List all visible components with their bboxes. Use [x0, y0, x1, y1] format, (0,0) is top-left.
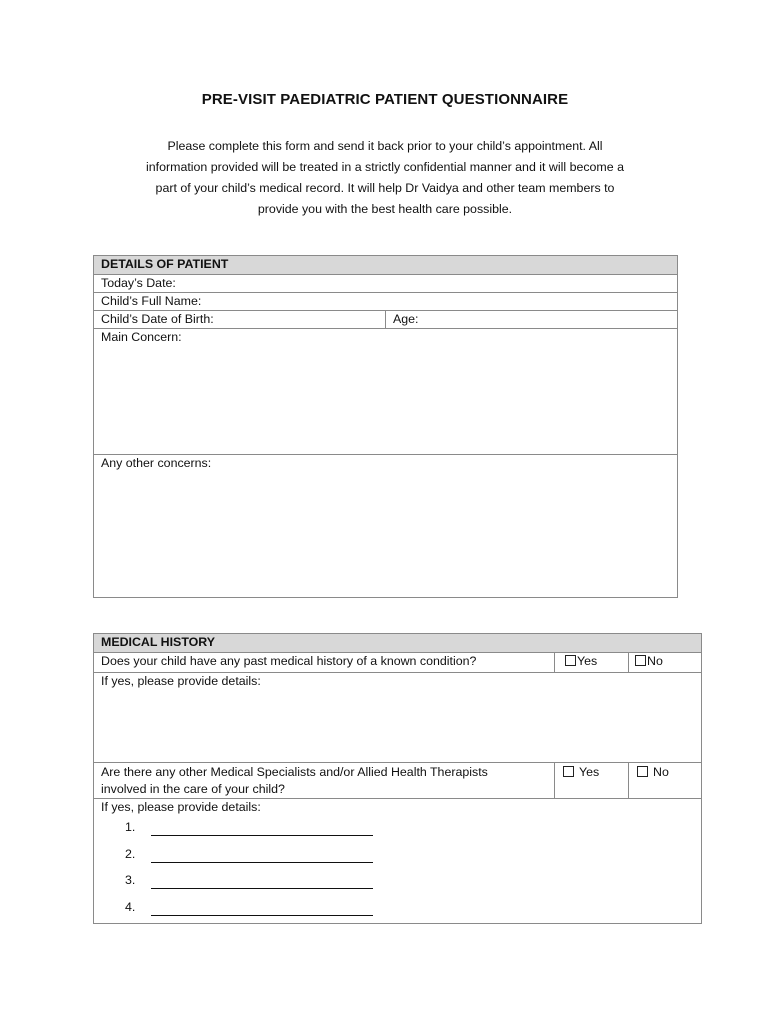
no-label: No	[653, 765, 669, 779]
age-label: Age:	[393, 312, 419, 326]
checkbox-icon[interactable]	[635, 655, 646, 666]
specialists-details-field	[94, 799, 702, 924]
past-history-no-option[interactable]	[629, 653, 702, 673]
no-label: No	[647, 654, 663, 668]
past-history-question: Does your child have any past medical history of a known condition?	[94, 653, 555, 673]
specialists-yes-option[interactable]	[555, 763, 629, 799]
past-history-details-field[interactable]	[94, 673, 702, 763]
specialists-no-option[interactable]	[629, 763, 702, 799]
date-of-birth-field[interactable]	[94, 311, 386, 329]
child-full-name-label: Child’s Full Name:	[101, 294, 202, 308]
intro-line: information provided will be treated in a strictly confidential manner and it will become a	[146, 160, 624, 174]
list-number: 2.	[125, 846, 136, 861]
answer-line[interactable]	[151, 821, 373, 836]
intro-line: part of your child’s medical record. It will help Dr Vaidya and other team members to	[155, 181, 615, 195]
list-item[interactable]	[101, 889, 694, 916]
other-concerns-label: Any other concerns:	[101, 456, 212, 470]
specialists-question-line: involved in the care of your child?	[101, 782, 285, 796]
list-item[interactable]	[101, 836, 694, 863]
main-concern-label: Main Concern:	[101, 330, 182, 344]
list-number: 1.	[125, 820, 136, 834]
form-title: PRE-VISIT PAEDIATRIC PATIENT QUESTIONNAIRE	[201, 91, 569, 108]
answer-line[interactable]	[151, 848, 373, 863]
medical-history-table	[93, 633, 702, 924]
intro-paragraph	[95, 136, 675, 220]
list-item[interactable]	[101, 816, 694, 836]
todays-date-field[interactable]	[94, 275, 678, 293]
past-history-yes-option[interactable]	[555, 653, 629, 673]
child-full-name-field[interactable]	[94, 293, 678, 311]
list-number: 3.	[125, 873, 136, 887]
details-label: If yes, please provide details:	[101, 800, 261, 814]
checkbox-icon[interactable]	[565, 655, 576, 666]
specialists-question	[94, 763, 555, 799]
yes-label: Yes	[577, 654, 598, 668]
age-field[interactable]	[386, 311, 678, 329]
date-of-birth-label: Child’s Date of Birth:	[101, 312, 214, 326]
patient-details-table	[93, 255, 678, 598]
intro-line: provide you with the best health care possible.	[257, 202, 513, 216]
main-concern-field[interactable]	[94, 329, 678, 455]
checkbox-icon[interactable]	[563, 766, 574, 777]
details-label: If yes, please provide details:	[101, 674, 261, 688]
answer-line[interactable]	[151, 901, 373, 916]
todays-date-label: Today’s Date:	[101, 276, 176, 290]
patient-details-heading: DETAILS OF PATIENT	[94, 256, 678, 275]
specialists-question-line: Are there any other Medical Specialists and/or Allied Health Therapists	[101, 765, 488, 779]
intro-line: Please complete this form and send it back prior to your child’s appointment. All	[167, 139, 603, 153]
checkbox-icon[interactable]	[637, 766, 648, 777]
list-number: 4.	[125, 899, 136, 914]
answer-line[interactable]	[151, 874, 373, 889]
yes-label: Yes	[579, 765, 600, 779]
medical-history-heading: MEDICAL HISTORY	[94, 634, 702, 653]
other-concerns-field[interactable]	[94, 455, 678, 598]
list-item[interactable]	[101, 863, 694, 890]
